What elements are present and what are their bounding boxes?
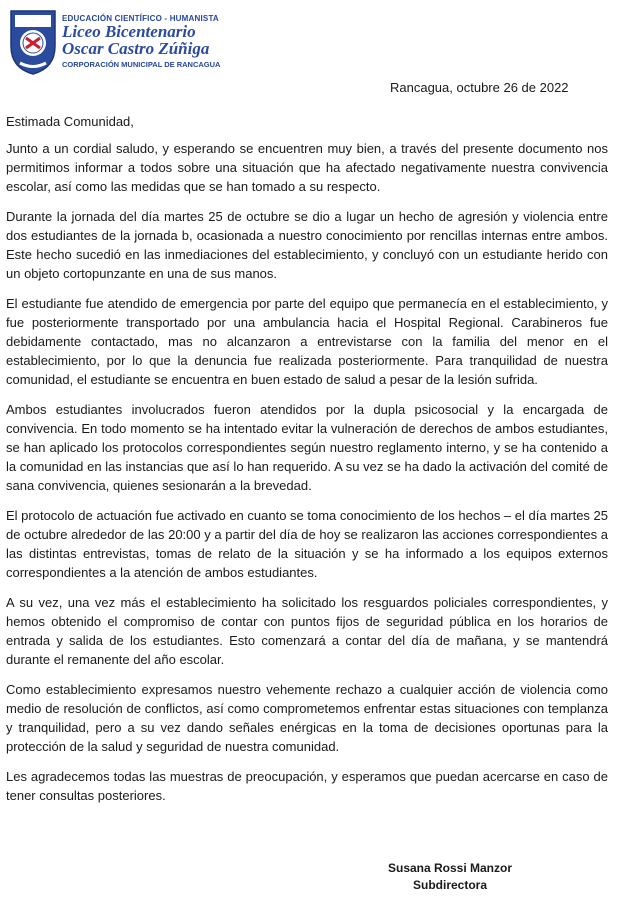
signer-title: Subdirectora <box>412 878 487 892</box>
letter-paragraph: Como establecimiento expresamos nuestro vehemente rechazo a cualquier acción de violencia como medio de resolución de conflictos, así como comprometemos enfrentar estas situaciones con templanza y tranquilidad, pero a su vez dando señales enérgicas en la toma de decisiones oportunas para la protección de la salud y seguridad de nuestra comunidad. <box>6 682 608 754</box>
letter-paragraph: Durante la jornada del día martes 25 de octubre se dio a lugar un hecho de agresión y violencia entre dos estudiantes de la jornada b, ocasionada a nuestro conocimiento por rencillas internas entre ambos. Este hecho sucedió en las inmediaciones del establecimiento, y concluyó con un estudiante herido con un objeto cortopunzante en una de sus manos. <box>6 209 608 281</box>
signature-block <box>385 860 515 894</box>
letter-body <box>6 112 608 816</box>
corporation-name: CORPORACIÓN MUNICIPAL DE RANCAGUA <box>62 60 221 69</box>
school-name-line1: Liceo Bicentenario <box>62 22 196 41</box>
letter-paragraph: El protocolo de actuación fue activado en cuanto se toma conocimiento de los hechos – el día martes 25 de octubre alrededor de las 20:00 y a partir del día de hoy se realizaron las acciones correspondientes a las distintas entrevistas, tomas de relato de la situación y se ha informado a los equipos externos correspondientes a la atención de ambos estudiantes. <box>6 508 608 580</box>
letter-paragraph: Ambos estudiantes involucrados fueron atendidos por la dupla psicosocial y la encargada de convivencia. En todo momento se ha intentado evitar la vulneración de derechos de ambos estudiantes, se han aplicado los protocolos correspondientes según nuestro reglamento interno, y se ha contenido a la comunidad en las instancias que así lo han requerido. A su vez se ha dado la activación del comité de sana convivencia, quienes sesionarán a la brevedad. <box>6 402 608 493</box>
signer-name: Susana Rossi Manzor <box>387 861 513 875</box>
letter-paragraph: A su vez, una vez más el establecimiento ha solicitado los resguardos policiales correspondientes, y hemos obtenido el compromiso de contar con puntos fijos de seguridad pública en los horarios de entrada y salida de los estudiantes. Esto comenzará a contar del día de mañana, y se mantendrá durante el remanente del año escolar. <box>6 595 608 667</box>
letter-paragraph: Les agradecemos todas las muestras de preocupación, y esperamos que puedan acercarse en caso de tener consultas posteriores. <box>6 769 608 803</box>
school-seal-icon <box>8 8 58 76</box>
school-name-line2: Oscar Castro Zúñiga <box>62 39 210 58</box>
letter-greeting: Estimada Comunidad, <box>6 114 134 129</box>
letterhead <box>0 0 623 90</box>
school-tagline: EDUCACIÓN CIENTÍFICO - HUMANISTA <box>62 14 219 23</box>
letter-date: Rancagua, octubre 26 de 2022 <box>390 80 569 95</box>
letter-paragraph: El estudiante fue atendido de emergencia por parte del equipo que permanecía en el establecimiento, y fue posteriormente transportado por una ambulancia hacia el Hospital Regional. Carabineros fue debidamente contactado, mas no alcanzaron a entrevistarse con la familia del menor en el establecimiento, por lo que la denuncia fue realizada posteriormente. Para tranquilidad de nuestra comunidad, el estudiante se encuentra en buen estado de salud a pesar de la lesión sufrida. <box>6 296 608 387</box>
letter-paragraph: Junto a un cordial saludo, y esperando se encuentren muy bien, a través del presente documento nos permitimos informar a todos sobre una situación que ha afectado negativamente nuestra convivencia escolar, así como las medidas que se han tomado a su respecto. <box>6 141 608 194</box>
school-name-block <box>62 14 220 69</box>
